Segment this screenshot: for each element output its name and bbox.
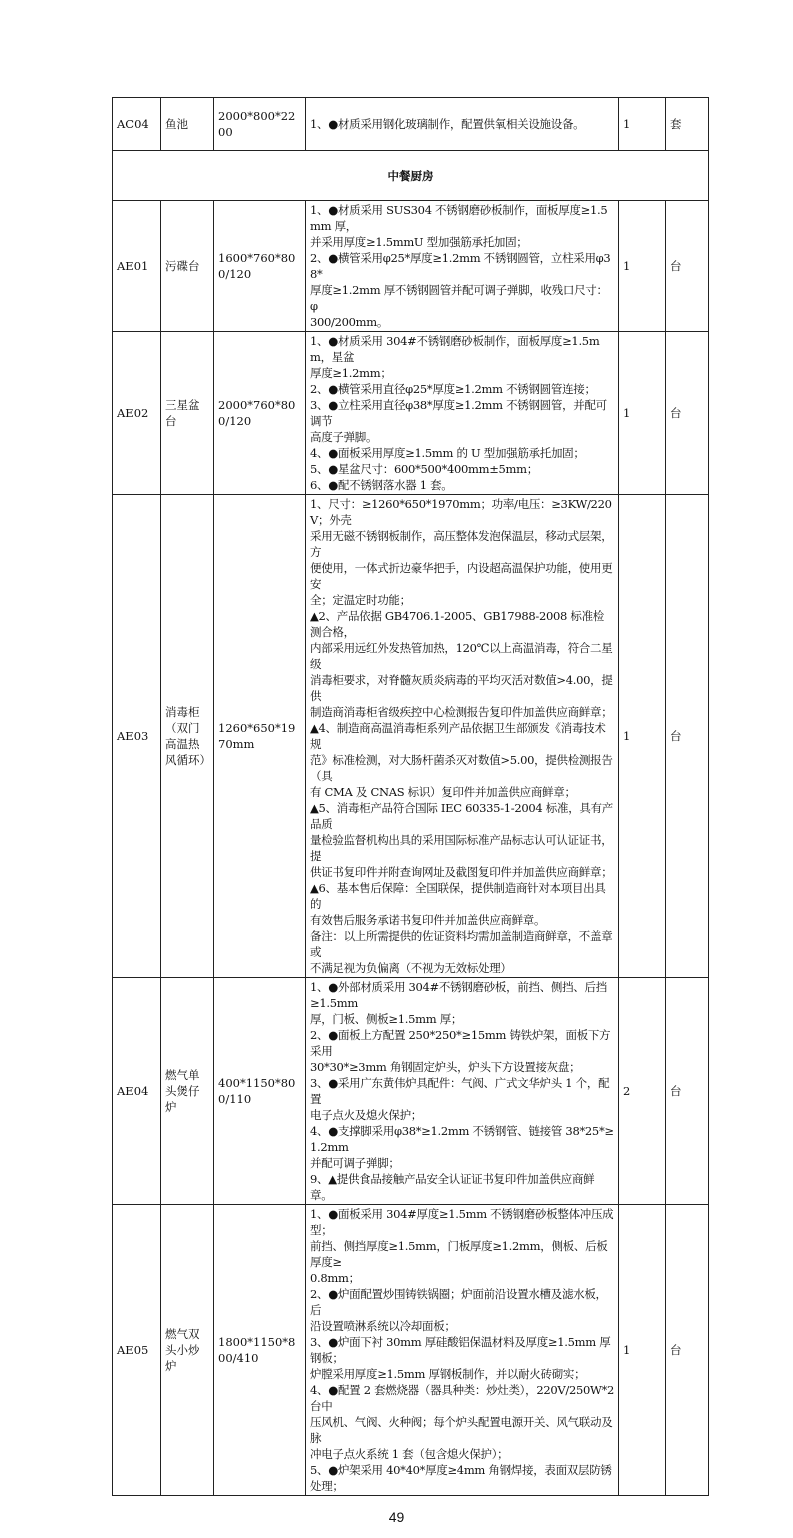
description-line: 4、●支撑脚采用φ38*≥1.2mm 不锈钢管、链接管 38*25*≥1.2mm [310,1124,614,1154]
description-line: 量检验监督机构出具的采用国际标准产品标志认可认证证书，提 [310,833,613,863]
section-title: 中餐厨房 [113,151,709,201]
description-line: 2、●炉面配置炒围铸铁锅圈；炉面前沿设置水槽及滤水板，后 [310,1287,607,1317]
item-unit: 台 [666,332,709,495]
description-line: 炉膛采用厚度≥1.5mm 厚钢板制作，并以耐火砖砌实； [310,1367,586,1381]
description-line: 全；定温定时功能； [310,593,411,607]
item-size: 1260*650*1970mm [214,495,306,978]
table-row [113,978,709,1205]
item-quantity: 2 [619,978,666,1205]
description-line: 2、●横管采用φ25*厚度≥1.2mm 不锈钢圆管，立柱采用φ38* [310,251,611,281]
item-description [306,495,619,978]
item-name: 污碟台 [161,201,214,332]
item-unit: 台 [666,495,709,978]
item-code: AE05 [113,1205,161,1496]
description-line: 有 CMA 及 CNAS 标识）复印件并加盖供应商鲜章； [310,785,576,799]
description-line: 有效售后服务承诺书复印件并加盖供应商鲜章。 [310,913,546,927]
section-row [113,151,709,201]
description-line: 1、●材质采用钢化玻璃制作，配置供氧相关设施设备。 [310,117,585,131]
item-code: AC04 [113,98,161,151]
description-line: 并配可调子弹脚； [310,1156,400,1170]
item-quantity: 1 [619,98,666,151]
item-quantity: 1 [619,332,666,495]
description-line: 1、●材质采用 SUS304 不锈钢磨砂板制作，面板厚度≥1.5mm 厚， [310,203,608,233]
description-line: 3、●立柱采用直径φ38*厚度≥1.2mm 不锈钢圆管，并配可调节 [310,398,607,428]
description-line: 6、●配不锈钢落水器 1 套。 [310,478,453,492]
item-size: 1800*1150*800/410 [214,1205,306,1496]
description-line: 0.8mm； [310,1271,360,1285]
description-line: 3、●炉面下衬 30mm 厚硅酸铝保温材料及厚度≥1.5mm 厚钢板； [310,1335,611,1365]
item-code: AE03 [113,495,161,978]
description-line: 备注：以上所需提供的佐证资料均需加盖制造商鲜章，不盖章或 [310,929,613,959]
description-line: 不满足视为负偏离（不视为无效标处理） [310,961,512,975]
description-line: 厚度≥1.2mm； [310,366,392,380]
description-line: 消毒柜要求，对脊髓灰质炎病毒的平均灭活对数值>4.00，提供 [310,673,613,703]
item-unit: 台 [666,978,709,1205]
description-line: 采用无磁不锈钢板制作，高压整体发泡保温层，移动式层架，方 [310,529,613,559]
item-code: AE02 [113,332,161,495]
table-row [113,98,709,151]
description-line: ▲2、产品依据 GB4706.1-2005、GB17988-2008 标准检测合格， [310,609,604,639]
item-name: 鱼池 [161,98,214,151]
description-line: 并采用厚度≥1.5mmU 型加强筋承托加固； [310,235,528,249]
description-line: ▲4、制造商高温消毒柜系列产品依据卫生部颁发《消毒技术规 [310,721,606,751]
item-unit: 台 [666,201,709,332]
description-line: 2、●面板上方配置 250*250*≥15mm 铸铁炉架，面板下方采用 [310,1028,611,1058]
item-size: 2000*760*800/120 [214,332,306,495]
item-name: 燃气双头小炒炉 [161,1205,214,1496]
description-line: 压风机、气阀、火种阀；每个炉头配置电源开关、风气联动及脉 [310,1415,613,1445]
item-description [306,332,619,495]
description-line: 便使用，一体式折边豪华把手，内设超高温保护功能，使用更安 [310,561,613,591]
description-line: 1、尺寸：≥1260*650*1970mm；功率/电压：≥3KW/220V；外壳 [310,497,612,527]
table-row [113,1205,709,1496]
item-quantity: 1 [619,1205,666,1496]
description-line: 4、●配置 2 套燃烧器（器具种类：炒灶类），220V/250W*2 台中 [310,1383,614,1413]
item-size: 2000*800*2200 [214,98,306,151]
description-line: 4、●面板采用厚度≥1.5mm 的 U 型加强筋承托加固； [310,446,585,460]
description-line: 1、●面板采用 304#厚度≥1.5mm 不锈钢磨砂板整体冲压成型； [310,1207,614,1237]
item-quantity: 1 [619,495,666,978]
item-quantity: 1 [619,201,666,332]
description-line: 冲电子点火系统 1 套（包含熄火保护）； [310,1447,509,1461]
description-line: 2、●横管采用直径φ25*厚度≥1.2mm 不锈钢圆管连接； [310,382,596,396]
item-code: AE01 [113,201,161,332]
description-line: 制造商消毒柜省级疾控中心检测报告复印件加盖供应商鲜章； [310,705,613,719]
item-name: 燃气单头煲仔炉 [161,978,214,1205]
description-line: 电子点火及熄火保护； [310,1108,422,1122]
description-line: ▲6、基本售后保障：全国联保，提供制造商针对本项目出具的 [310,881,606,911]
description-line: 5、●炉架采用 40*40*厚度≥4mm 角钢焊接，表面双层防锈处理； [310,1463,612,1493]
equipment-table [112,97,709,1496]
description-line: 沿设置喷淋系统以冷却面板； [310,1319,456,1333]
description-line: ▲5、消毒柜产品符合国际 IEC 60335-1-2004 标准，具有产品质 [310,801,614,831]
description-line: 供证书复印件并附查询网址及截图复印件并加盖供应商鲜章； [310,865,613,879]
table-row [113,332,709,495]
item-unit: 台 [666,1205,709,1496]
description-line: 厚，门板、侧板≥1.5mm 厚； [310,1012,463,1026]
item-size: 1600*760*800/120 [214,201,306,332]
table-row [113,201,709,332]
description-line: 范》标准检测，对大肠杆菌杀灭对数值>5.00，提供检测报告（具 [310,753,613,783]
description-line: 内部采用远红外发热管加热，120℃以上高温消毒，符合二星级 [310,641,613,671]
item-description [306,978,619,1205]
item-description [306,1205,619,1496]
item-description [306,98,619,151]
page-number: 49 [388,1509,405,1525]
item-name: 消毒柜（双门高温热风循环） [161,495,214,978]
description-line: 3、●采用广东黄伟炉具配件：气阀、广式文华炉头 1 个，配置 [310,1076,610,1106]
description-line: 300/200mm。 [310,315,389,329]
item-code: AE04 [113,978,161,1205]
description-line: 厚度≥1.2mm 厚不锈钢圆管并配可调子弹脚，收残口尺寸：φ [310,283,608,313]
item-size: 400*1150*800/110 [214,978,306,1205]
description-line: 前挡、侧挡厚度≥1.5mm，门板厚度≥1.2mm，侧板、后板厚度≥ [310,1239,608,1269]
item-unit: 套 [666,98,709,151]
description-line: 1、●材质采用 304#不锈钢磨砂板制作，面板厚度≥1.5mm，星盆 [310,334,600,364]
description-line: 5、●星盆尺寸：600*500*400mm±5mm； [310,462,538,476]
description-line: 1、●外部材质采用 304#不锈钢磨砂板，前挡、侧挡、后挡≥1.5mm [310,980,607,1010]
item-description [306,201,619,332]
description-line: 30*30*≥3mm 角钢固定炉头，炉头下方设置接灰盘； [310,1060,581,1074]
table-row [113,495,709,978]
description-line: 高度子弹脚。 [310,430,378,444]
item-name: 三星盆台 [161,332,214,495]
description-line: 9、▲提供食品接触产品安全认证证书复印件加盖供应商鲜章。 [310,1172,595,1202]
